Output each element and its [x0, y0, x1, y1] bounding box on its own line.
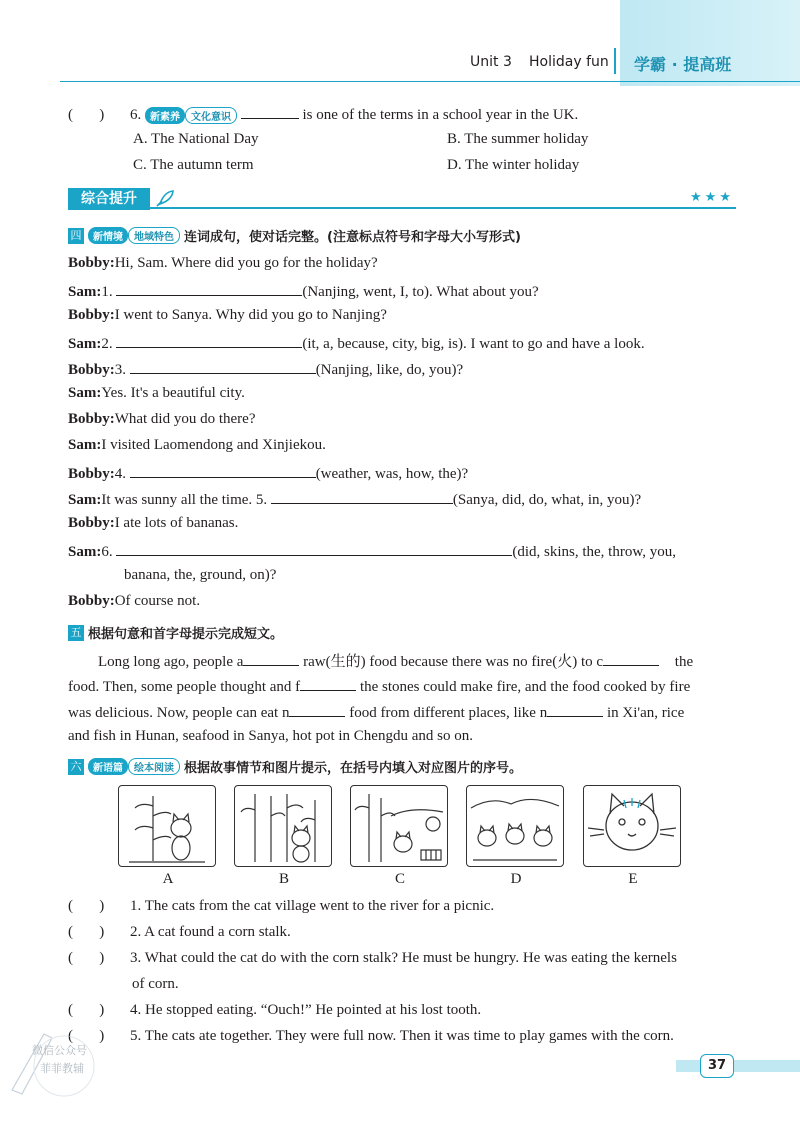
dialogue-line: Sam:1. (Nanjing, went, I, to). What about you? — [68, 281, 539, 301]
difficulty-stars: ★★★ — [690, 190, 734, 205]
answer-paren[interactable]: ( ) — [68, 1028, 105, 1044]
passage-blank[interactable] — [300, 676, 356, 691]
header-brand: 学霸 · 提高班 — [634, 55, 732, 74]
answer-paren[interactable]: ( ) — [68, 898, 105, 914]
page-number: 37 — [700, 1054, 734, 1078]
answer-blank-2[interactable] — [116, 333, 302, 348]
watermark-line2: 菲菲教辅 — [40, 1062, 84, 1075]
answer-paren[interactable]: ( ) — [68, 1002, 105, 1018]
dialogue-line-cont: banana, the, ground, on)? — [124, 567, 277, 583]
dialogue-line: Sam:It was sunny all the time. 5. (Sanya, did, do, what, in, you)? — [68, 489, 641, 509]
picture-label: C — [394, 871, 405, 887]
dialogue-line: Bobby:What did you do there? — [68, 411, 256, 427]
header-title: Holiday fun — [529, 54, 609, 70]
tag-picture-book: 绘本阅读 — [128, 758, 180, 775]
answer-blank-3[interactable] — [130, 359, 316, 374]
picture-label: B — [278, 871, 289, 887]
dialogue-line: Sam:I visited Laomendong and Xinjiekou. — [68, 437, 326, 453]
picture-e — [583, 785, 681, 867]
section6-heading — [68, 757, 522, 776]
header-divider — [614, 48, 616, 74]
section5-heading — [68, 623, 283, 642]
rocket-icon — [154, 189, 176, 209]
story-item: ( ) 2. A cat found a corn stalk. — [68, 924, 291, 940]
dialogue-line: Bobby:4. (weather, was, how, the)? — [68, 463, 468, 483]
banner-title: 综合提升 — [81, 191, 137, 207]
section4-heading — [68, 226, 521, 245]
dialogue-line: Bobby:Hi, Sam. Where did you go for the holiday? — [68, 255, 378, 271]
section4-number: 四 — [68, 228, 84, 244]
banner-underline — [150, 207, 736, 209]
q6-option-a: A. The National Day — [133, 131, 259, 147]
passage-blank[interactable] — [289, 702, 345, 717]
q6-option-b: B. The summer holiday — [447, 131, 589, 147]
picture-label: D — [510, 871, 522, 887]
section5-instruction: 根据句意和首字母提示完成短文。 — [88, 627, 284, 642]
tag-new-text: 新语篇 — [88, 758, 128, 775]
picture-b — [234, 785, 332, 867]
picture-label: E — [628, 871, 638, 887]
picture-label: A — [162, 871, 174, 887]
story-item-cont: of corn. — [132, 976, 179, 992]
passage-line: Long long ago, people a raw(生的) food because there was no fire(火) to c the — [98, 650, 693, 671]
passage-blank[interactable] — [243, 651, 299, 666]
section6-instruction: 根据故事情节和图片提示，在括号内填入对应图片的序号。 — [184, 761, 523, 776]
answer-blank-1[interactable] — [116, 281, 302, 296]
watermark — [4, 1020, 114, 1100]
header-rule — [60, 81, 800, 82]
q6-stem: is one of the terms in a school year in the UK. — [302, 107, 579, 123]
answer-paren[interactable]: ( ) — [68, 924, 105, 940]
q6-blank[interactable] — [241, 104, 299, 119]
tag-new-context: 新情境 — [88, 227, 128, 244]
q6-number: 6. — [130, 107, 142, 123]
picture-a — [118, 785, 216, 867]
passage-line: and fish in Hunan, seafood in Sanya, hot pot in Chengdu and so on. — [68, 728, 473, 744]
passage-line: food. Then, some people thought and f the stones could make fire, and the food cooked by fire — [68, 676, 690, 696]
story-item: ( ) 5. The cats ate together. They were full now. Then it was time to play games with the corn. — [68, 1028, 674, 1044]
dialogue-line: Bobby:I went to Sanya. Why did you go to Nanjing? — [68, 307, 387, 323]
picture-d — [466, 785, 564, 867]
story-item: ( ) 3. What could the cat do with the corn stalk? He must be hungry. He was eating the kernels — [68, 950, 677, 966]
q6-option-c: C. The autumn term — [133, 157, 254, 173]
answer-paren[interactable]: ( ) — [68, 950, 105, 966]
passage-line: was delicious. Now, people can eat n food from different places, like n in Xi'an, rice — [68, 702, 684, 722]
answer-paren[interactable]: ( ) — [68, 107, 105, 123]
dialogue-line: Sam:Yes. It's a beautiful city. — [68, 385, 245, 401]
story-item: ( ) 1. The cats from the cat village went to the river for a picnic. — [68, 898, 495, 914]
story-item: ( ) 4. He stopped eating. “Ouch!” He pointed at his lost tooth. — [68, 1002, 482, 1018]
tag-regional: 地域特色 — [128, 227, 180, 244]
passage-blank[interactable] — [547, 702, 603, 717]
q6-row — [68, 104, 578, 124]
picture-c — [350, 785, 448, 867]
tag-new-literacy: 新素养 — [145, 107, 185, 124]
header-unit: Unit 3 — [470, 54, 512, 70]
section5-number: 五 — [68, 625, 84, 641]
section4-instruction: 连词成句，使对话完整。(注意标点符号和字母大小写形式) — [184, 230, 521, 245]
q6-option-d: D. The winter holiday — [447, 157, 580, 173]
dialogue-line: Sam:2. (it, a, because, city, big, is). I want to go and have a look. — [68, 333, 645, 353]
dialogue-line: Bobby:Of course not. — [68, 593, 201, 609]
section-banner — [68, 188, 736, 210]
passage-blank[interactable] — [603, 651, 659, 666]
dialogue-line: Bobby:I ate lots of bananas. — [68, 515, 239, 531]
dialogue-line: Sam:6. (did, skins, the, throw, you, — [68, 541, 676, 561]
page-number-bar — [676, 1060, 800, 1072]
tag-culture: 文化意识 — [185, 107, 237, 124]
answer-blank-6[interactable] — [116, 541, 512, 556]
answer-blank-5[interactable] — [271, 489, 453, 504]
answer-blank-4[interactable] — [130, 463, 316, 478]
section6-number: 六 — [68, 759, 84, 775]
banner-title-box — [68, 188, 150, 210]
watermark-line1: 微信公众号 — [32, 1044, 87, 1057]
dialogue-line: Bobby:3. (Nanjing, like, do, you)? — [68, 359, 463, 379]
